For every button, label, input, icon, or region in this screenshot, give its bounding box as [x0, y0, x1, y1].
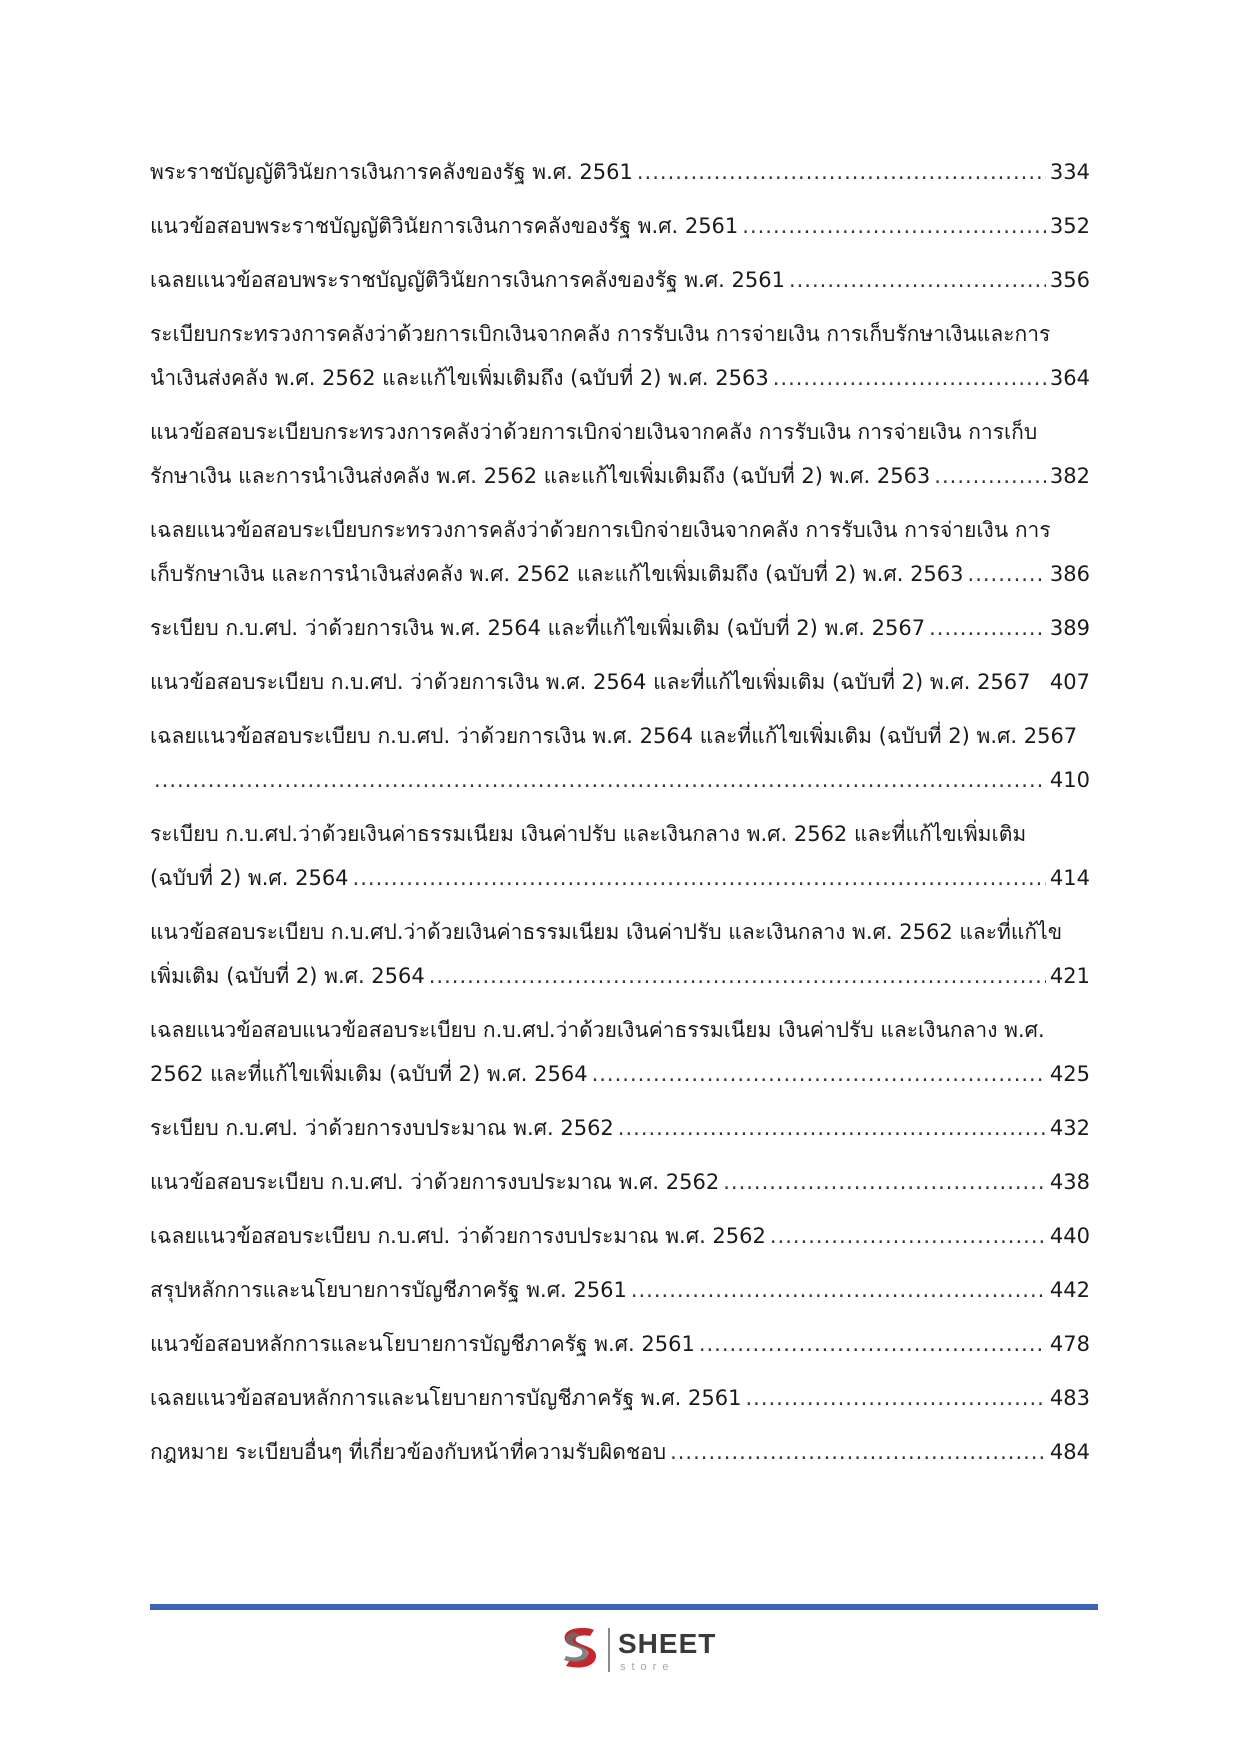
toc-entry-title: แนวข้อสอบหลักการและนโยบายการบัญชีภาครัฐ พ.ศ. 2561	[150, 1332, 695, 1356]
toc-page-number: 438	[1049, 1170, 1090, 1194]
dot-leader	[742, 204, 1046, 248]
toc-page-number: 364	[1049, 366, 1090, 390]
toc-entry	[150, 910, 1090, 998]
toc-entry-title: เฉลยแนวข้อสอบระเบียบ ก.บ.ศป. ว่าด้วยการเงิน พ.ศ. 2564 และที่แก้ไขเพิ่มเติม (ฉบับที่ 2) พ.ศ. 2567	[150, 724, 1078, 748]
toc-page-number: 356	[1049, 268, 1090, 292]
toc-entry	[150, 1214, 1090, 1258]
toc-entry-title: เฉลยแนวข้อสอบระเบียบ ก.บ.ศป. ว่าด้วยการงบประมาณ พ.ศ. 2562	[150, 1224, 766, 1248]
toc-entry	[150, 1376, 1090, 1420]
toc-page-number: 389	[1049, 616, 1090, 640]
toc-entry-title: แนวข้อสอบระเบียบกระทรวงการคลังว่าด้วยการเบิกจ่ายเงินจากคลัง การรับเงิน การจ่ายเงิน การเก็บ	[150, 420, 1038, 444]
toc-entry	[150, 1322, 1090, 1366]
dot-leader	[637, 150, 1046, 194]
dot-leader	[154, 758, 1046, 802]
dot-leader	[631, 1268, 1046, 1312]
logo-separator	[608, 1628, 610, 1672]
toc-entry	[150, 1430, 1090, 1474]
footer-rule	[150, 1604, 1098, 1610]
toc-entry-title: รักษาเงิน และการนำเงินส่งคลัง พ.ศ. 2562 และแก้ไขเพิ่มเติมถึง (ฉบับที่ 2) พ.ศ. 2563	[150, 464, 931, 488]
dot-leader	[618, 1106, 1046, 1150]
toc-page-number: 425	[1049, 1062, 1090, 1086]
brand-name: SHEET	[618, 1628, 717, 1659]
toc-entry-title: เก็บรักษาเงิน และการนำเงินส่งคลัง พ.ศ. 2562 และแก้ไขเพิ่มเติมถึง (ฉบับที่ 2) พ.ศ. 2563	[150, 562, 964, 586]
toc-page-number: 386	[1049, 562, 1090, 586]
toc-entry-title: แนวข้อสอบระเบียบ ก.บ.ศป.ว่าด้วยเงินค่าธรรมเนียม เงินค่าปรับ และเงินกลาง พ.ศ. 2562 และที่แก้ไข	[150, 920, 1063, 944]
dot-leader	[745, 1376, 1045, 1420]
dot-leader	[699, 1322, 1046, 1366]
toc-page-number: 334	[1049, 160, 1090, 184]
toc-page-number: 421	[1049, 964, 1090, 988]
toc-entry	[150, 150, 1090, 194]
toc-entry-title: เฉลยแนวข้อสอบแนวข้อสอบระเบียบ ก.บ.ศป.ว่าด้วยเงินค่าธรรมเนียม เงินค่าปรับ และเงินกลาง พ.ศ.	[150, 1018, 1045, 1042]
toc-entry	[150, 1008, 1090, 1096]
toc-entry	[150, 1268, 1090, 1312]
toc-entry-title: เฉลยแนวข้อสอบพระราชบัญญัติวินัยการเงินการคลังของรัฐ พ.ศ. 2561	[150, 268, 785, 292]
toc-page-number: 442	[1049, 1278, 1090, 1302]
toc-entry-title: แนวข้อสอบพระราชบัญญัติวินัยการเงินการคลังของรัฐ พ.ศ. 2561	[150, 214, 739, 238]
toc-entry-title: ระเบียบ ก.บ.ศป. ว่าด้วยการเงิน พ.ศ. 2564 และที่แก้ไขเพิ่มเติม (ฉบับที่ 2) พ.ศ. 2567	[150, 616, 926, 640]
toc-page-number: 410	[1049, 768, 1090, 792]
toc-entry-title: เฉลยแนวข้อสอบระเบียบกระทรวงการคลังว่าด้วยการเบิกจ่ายเงินจากคลัง การรับเงิน การจ่ายเงิน การ	[150, 518, 1051, 542]
toc-entry-title: แนวข้อสอบระเบียบ ก.บ.ศป. ว่าด้วยการงบประมาณ พ.ศ. 2562	[150, 1170, 720, 1194]
dot-leader	[789, 258, 1046, 302]
toc-entry	[150, 508, 1090, 596]
toc-entry	[150, 258, 1090, 302]
toc-entry-title: (ฉบับที่ 2) พ.ศ. 2564	[150, 866, 349, 890]
dot-leader	[670, 1430, 1046, 1474]
toc-entry-title: นำเงินส่งคลัง พ.ศ. 2562 และแก้ไขเพิ่มเติมถึง (ฉบับที่ 2) พ.ศ. 2563	[150, 366, 769, 390]
toc-entry-title: แนวข้อสอบระเบียบ ก.บ.ศป. ว่าด้วยการเงิน พ.ศ. 2564 และที่แก้ไขเพิ่มเติม (ฉบับที่ 2) พ.ศ. 2567	[150, 670, 1031, 694]
toc-page-number: 352	[1049, 214, 1090, 238]
toc-entry	[150, 660, 1090, 704]
dot-leader	[929, 606, 1046, 650]
toc-entry-title: เฉลยแนวข้อสอบหลักการและนโยบายการบัญชีภาครัฐ พ.ศ. 2561	[150, 1386, 742, 1410]
toc-entry-title: ระเบียบ ก.บ.ศป. ว่าด้วยการงบประมาณ พ.ศ. 2562	[150, 1116, 614, 1140]
toc-page-number: 483	[1049, 1386, 1090, 1410]
dot-leader	[770, 1214, 1046, 1258]
dot-leader	[592, 1052, 1046, 1096]
toc-entry-title: พระราชบัญญัติวินัยการเงินการคลังของรัฐ พ.ศ. 2561	[150, 160, 633, 184]
toc-entry	[150, 714, 1090, 802]
toc-entry-title: ระเบียบ ก.บ.ศป.ว่าด้วยเงินค่าธรรมเนียม เงินค่าปรับ และเงินกลาง พ.ศ. 2562 และที่แก้ไขเพิ่มเติม	[150, 822, 1027, 846]
toc-entry	[150, 410, 1090, 498]
toc-page-number: 484	[1049, 1440, 1090, 1464]
dot-leader	[773, 356, 1046, 400]
dot-leader	[968, 552, 1046, 596]
toc-entry	[150, 204, 1090, 248]
toc-entry-title: ระเบียบกระทรวงการคลังว่าด้วยการเบิกเงินจากคลัง การรับเงิน การจ่ายเงิน การเก็บรักษาเงินและการ	[150, 322, 1051, 346]
toc-page-number: 382	[1049, 464, 1090, 488]
toc-entry-title: สรุปหลักการและนโยบายการบัญชีภาครัฐ พ.ศ. 2561	[150, 1278, 627, 1302]
toc-entry-title: กฎหมาย ระเบียบอื่นๆ ที่เกี่ยวข้องกับหน้าที่ความรับผิดชอบ	[150, 1440, 667, 1464]
toc-entry-title: 2562 และที่แก้ไขเพิ่มเติม (ฉบับที่ 2) พ.ศ. 2564	[150, 1062, 588, 1086]
toc-page-number: 414	[1049, 866, 1090, 890]
toc-page-number: 478	[1049, 1332, 1090, 1356]
toc-page-number: 440	[1049, 1224, 1090, 1248]
toc-page-number: 407	[1049, 670, 1090, 694]
dot-leader	[723, 1160, 1046, 1204]
toc-page-number: 432	[1049, 1116, 1090, 1140]
dot-leader	[429, 954, 1046, 998]
toc-entry	[150, 1106, 1090, 1150]
dot-leader	[934, 454, 1046, 498]
toc-entry	[150, 606, 1090, 650]
brand-sub: store	[620, 1661, 675, 1673]
toc-entry	[150, 1160, 1090, 1204]
toc-entry	[150, 312, 1090, 400]
toc-entry	[150, 812, 1090, 900]
dot-leader	[353, 856, 1046, 900]
toc-entry-title: เพิ่มเติม (ฉบับที่ 2) พ.ศ. 2564	[150, 964, 425, 988]
